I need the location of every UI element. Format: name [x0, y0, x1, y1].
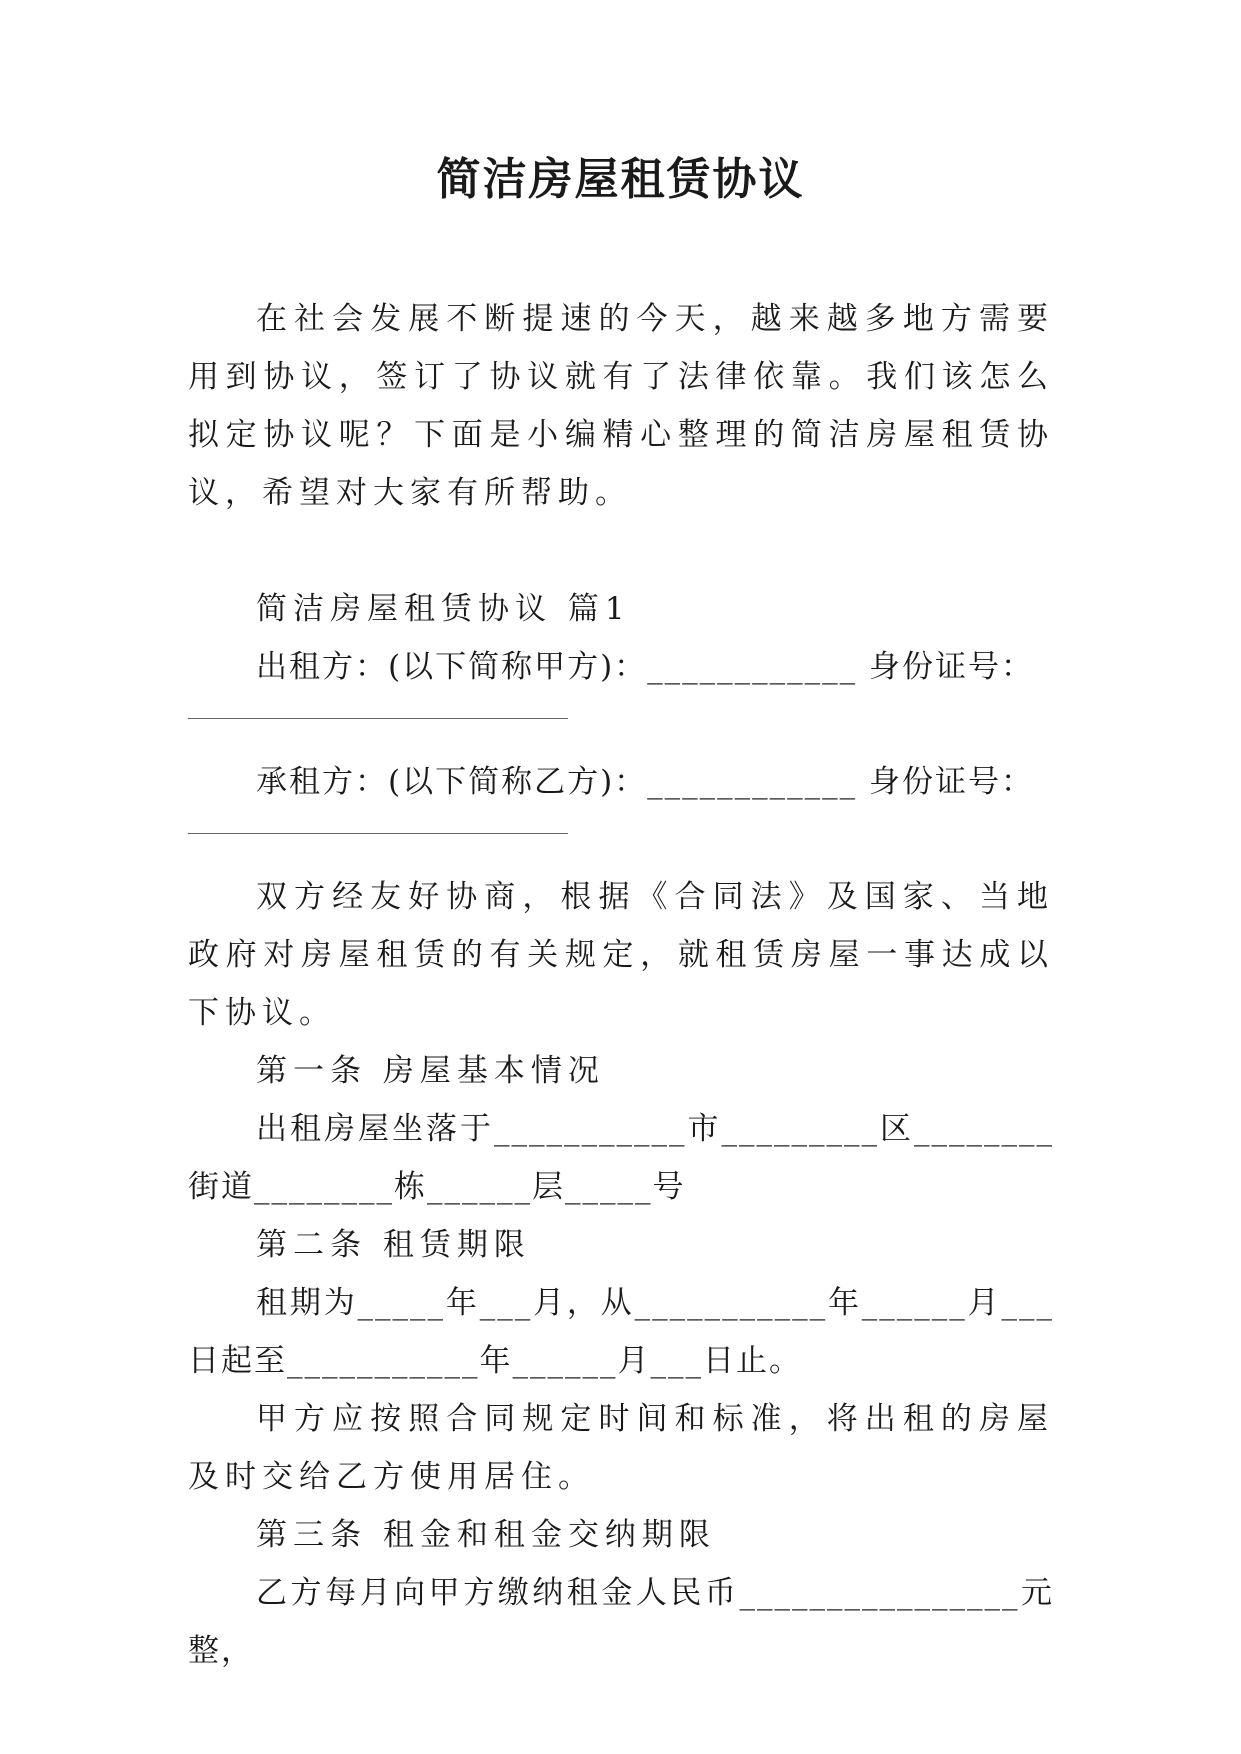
lessor-line: 出租方：(以下简称甲方)：____________ 身份证号： — [256, 649, 1035, 685]
article-1-body: 出租房屋坐落于___________市_________区________街道________栋______层_____号 — [188, 1111, 1054, 1205]
document-title: 简洁房屋租赁协议 — [436, 154, 805, 205]
article-3-title: 第三条 租金和租金交纳期限 — [256, 1517, 716, 1553]
article-2-body-2: 甲方应按照合同规定时间和标准，将出租的房屋及时交给乙方使用居住。 — [188, 1401, 1054, 1495]
article-2-title: 第二条 租赁期限 — [256, 1227, 531, 1263]
lessor-id-blank — [188, 718, 568, 719]
document-body — [188, 290, 1054, 1680]
lessee-line: 承租方：(以下简称乙方)：____________ 身份证号： — [256, 764, 1035, 800]
lessee-id-blank — [188, 833, 568, 834]
section-heading: 简洁房屋租赁协议 篇1 — [256, 591, 631, 627]
intro-paragraph: 在社会发展不断提速的今天，越来越多地方需要用到协议，签订了协议就有了法律依靠。我们该怎么拟定协议呢？下面是小编精心整理的简洁房屋租赁协议，希望对大家有所帮助。 — [188, 301, 1054, 511]
preamble-paragraph: 双方经友好协商，根据《合同法》及国家、当地政府对房屋租赁的有关规定，就租赁房屋一事达成以下协议。 — [188, 879, 1054, 1031]
article-1-title: 第一条 房屋基本情况 — [256, 1053, 605, 1089]
article-2-body: 租期为_____年___月，从___________年______月___日起至___________年______月___日止。 — [188, 1285, 1054, 1379]
article-3-body: 乙方每月向甲方缴纳租金人民币________________元整， — [188, 1575, 1054, 1669]
section-gap — [188, 522, 1054, 580]
